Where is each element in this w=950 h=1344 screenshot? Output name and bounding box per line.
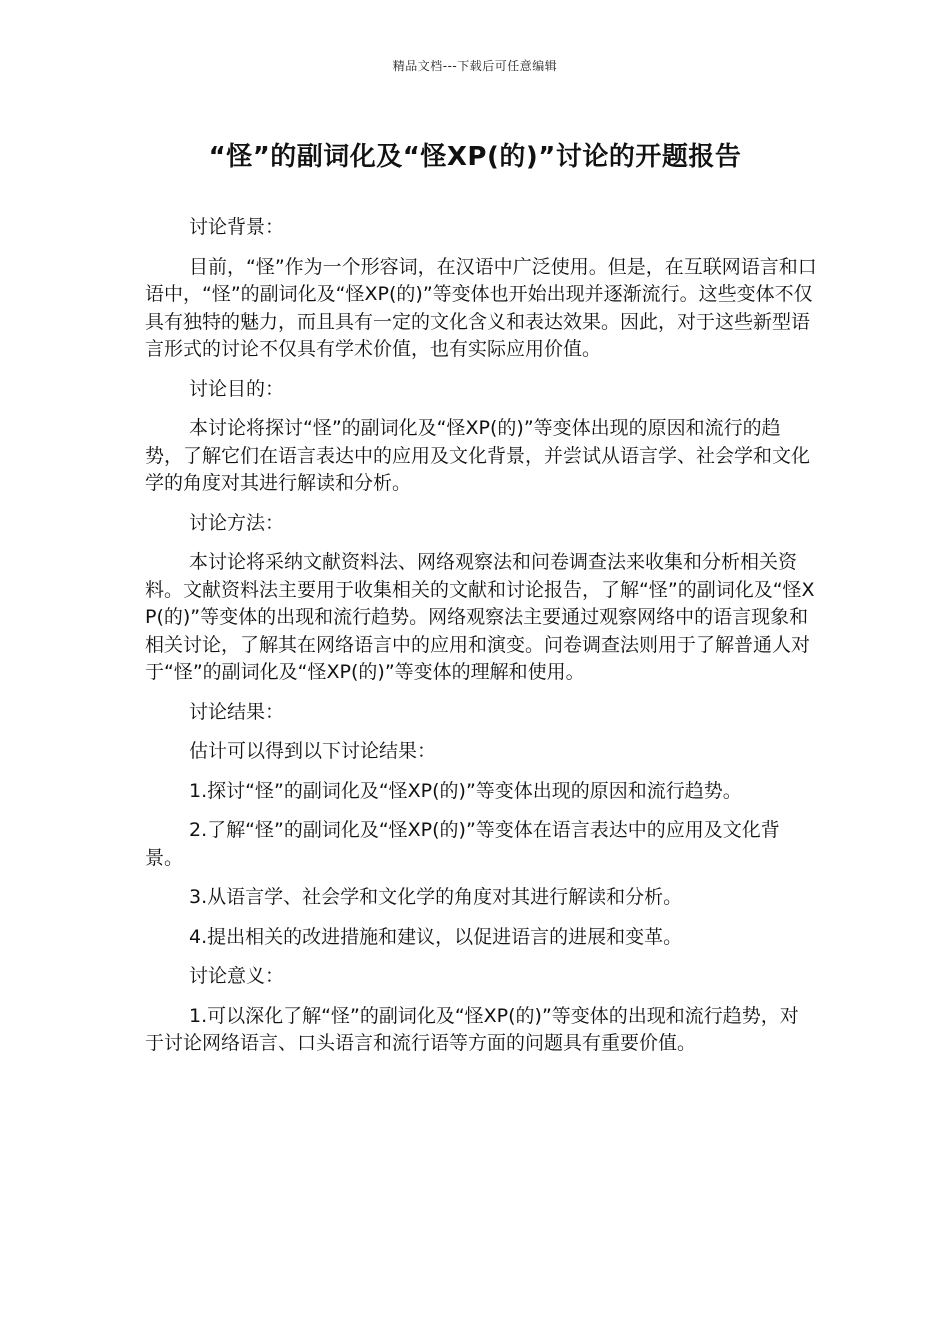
section-heading-method: 讨论方法： (189, 511, 285, 534)
paragraph-background: 目前，“怪”作为一个形容词，在汉语中广泛使用。但是，在互联网语言和口语中，“怪”的副词化及“怪XP(的)”等变体也开始出现并逐渐流行。这些变体不仅具有独特的魅力，而且具有一定的文化含义和表达效果。因此，对于这些新型语言形式的讨论不仅具有学术价值，也有实际应用价值。 (145, 255, 817, 360)
section-heading-significance: 讨论意义： (189, 965, 285, 987)
result-item-1: 1.探讨“怪”的副词化及“怪XP(的)”等变体出现的原因和流行趋势。 (189, 779, 742, 802)
result-item-2: 2.了解“怪”的副词化及“怪XP(的)”等变体在语言表达中的应用及文化背景。 (145, 819, 780, 869)
result-item-3: 3.从语言学、社会学和文化学的角度对其进行解读和分析。 (189, 886, 683, 908)
significance-item-1: 1.可以深化了解“怪”的副词化及“怪XP(的)”等变体的出现和流行趋势，对于讨论网络语言、口头语言和流行语等方面的问题具有重要价值。 (145, 1004, 799, 1054)
document-body (145, 214, 817, 1070)
section-heading-purpose: 讨论目的： (189, 377, 285, 400)
page-header: 精品文档---下载后可任意编辑 (392, 59, 558, 73)
result-item-4: 4.提出相关的改进措施和建议，以促进语言的进展和变革。 (189, 925, 683, 948)
document-title: “怪”的副词化及“怪XP(的)”讨论的开题报告 (208, 142, 742, 172)
section-heading-background: 讨论背景： (189, 216, 285, 238)
section-heading-results: 讨论结果： (189, 700, 285, 723)
paragraph-purpose: 本讨论将探讨“怪”的副词化及“怪XP(的)”等变体出现的原因和流行的趋势，了解它们在语言表达中的应用及文化背景，并尝试从语言学、社会学和文化学的角度对其进行解读和分析。 (145, 417, 811, 494)
paragraph-results-intro: 估计可以得到以下讨论结果： (189, 740, 437, 762)
paragraph-method: 本讨论将采纳文献资料法、网络观察法和问卷调查法来收集和分析相关资料。文献资料法主要用于收集相关的文献和讨论报告，了解“怪”的副词化及“怪XP(的)”等变体的出现和流行趋势。网络观察法主要通过观察网络中的语言现象和相关讨论，了解其在网络语言中的应用和演变。问卷调查法则用于了解普通人对于“怪”的副词化及“怪XP(的)”等变体的理解和使用。 (145, 551, 815, 683)
